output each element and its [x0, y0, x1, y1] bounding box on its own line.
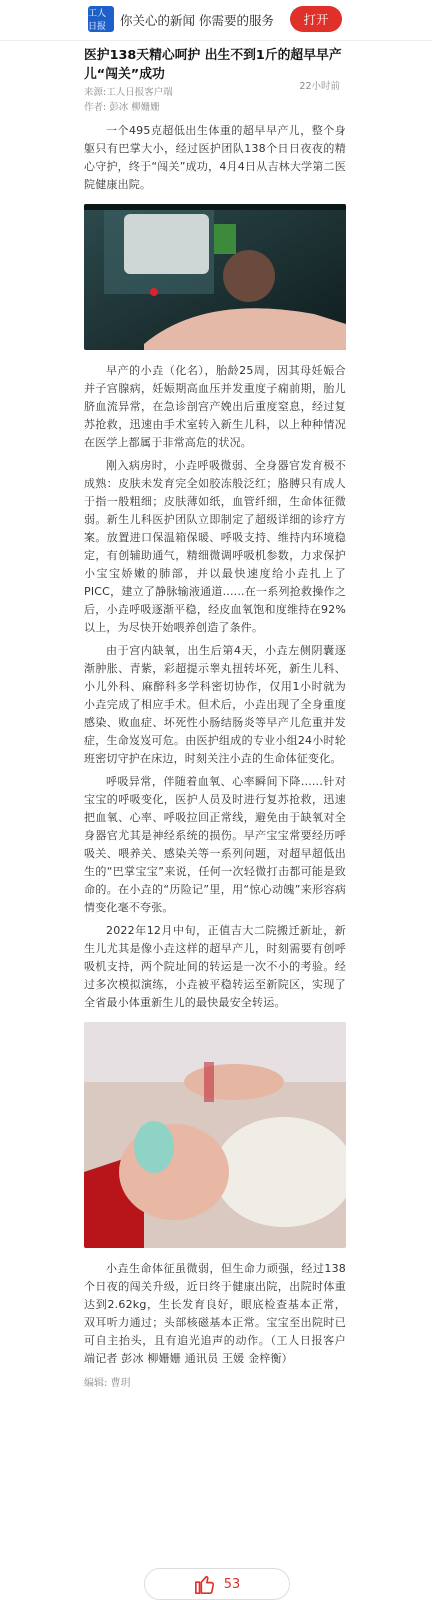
logo-text: 工人日报 [88, 9, 107, 32]
thumbs-up-icon [194, 1573, 216, 1595]
article-time: 22小时前 [299, 81, 340, 92]
article-paragraph: 呼吸异常，伴随着血氧、心率瞬间下降......针对宝宝的呼吸变化，医护人员及时进行复苏抢救，迅速把血氧、心率、呼吸拉回正常线，避免由于缺氧对全身器官尤其是神经系统的损伤。早产宝宝常要经历呼吸关、喂养关、感染关等一系列问题，对超早超低出生的“巴掌宝宝”来说，任何一次轻微打击都可能是致命的。在小垚的“历险记”里，用“惊心动魄”来形容病情变化毫不夸张。 [84, 775, 346, 914]
article-paragraph: 一个495克超低出生体重的超早早产儿，整个身躯只有巴掌大小，经过医护团队138个日日夜夜的精心守护，终于“闯关”成功，4月4日从吉林大学第二医院健康出院。 [84, 124, 346, 191]
like-count: 53 [223, 1576, 241, 1592]
article-photo-incubator[interactable] [84, 204, 346, 350]
article [84, 42, 346, 1392]
article-paragraph: 小垚生命体征虽微弱，但生命力顽强，经过138个日夜的闯关升级，近日终于健康出院，出院时体重达到2.62kg，生长发育良好，眼底检查基本正常，双耳听力通过；头部核磁基本正常。宝宝至出院时已可自主抬头，且有追光追声的动作。（工人日报客户端记者 彭冰 柳姗姗 通讯员 王媛 金梓衡） [84, 1262, 346, 1365]
article-paragraph: 由于宫内缺氧，出生后第4天，小垚左侧阴囊逐渐肿胀、青紫，彩超提示睾丸扭转坏死，新生儿科、小儿外科、麻醉科多学科密切协作，仅用1小时就为小垚完成了相应手术。但术后，小垚出现了全身重度感染、败血症、坏死性小肠结肠炎等早产儿危重并发症，生命岌岌可危。由医护组成的专业小组24小时轮班密切守护在床边，时刻关注小垚的生命体征变化。 [84, 644, 346, 765]
article-editor: 编辑: 曹玥 [84, 1378, 131, 1389]
app-logo [88, 6, 114, 32]
article-paragraph: 2022年12月中旬，正值吉大二院搬迁新址，新生儿尤其是像小垚这样的超早产儿，时刻需要有创呼吸机支持，两个院址间的转运是一次不小的考验。经过多次模拟演练，小垚被平稳转运至新院区，实现了全省最小体重新生儿的最快最安全转运。 [84, 924, 346, 1009]
article-paragraph: 刚入病房时，小垚呼吸微弱、全身器官发育极不成熟：皮肤未发育完全如胶冻般泛红；胳膊只有成人于指一般粗细；皮肤薄如纸，血管纤细，生命体征微弱。新生儿科医护团队立即制定了超级详细的诊疗方案。放置进口保温箱保暖、呼吸支持、维持内环境稳定，有创辅助通气，精细微调呼吸机参数，力求保护小宝宝娇嫩的肺部，并以最快速度给小垚扎上了PICC，建立了静脉输液通道......在一系列抢救操作之后，小垚呼吸逐渐平稳，经皮血氧饱和度维持在92%以上，为尽快开始喂养创造了条件。 [84, 459, 346, 634]
banner-slogan: 你关心的新闻 你需要的服务 [120, 13, 274, 28]
article-meta [84, 81, 346, 100]
article-photo-baby[interactable] [84, 1022, 346, 1248]
open-app-button[interactable]: 打开 [290, 6, 342, 32]
like-button[interactable] [144, 1568, 290, 1600]
article-title: 医护138天精心呵护 出生不到1斤的超早早产儿“闯关”成功 [84, 48, 342, 82]
article-source: 来源:工人日报客户端 [84, 87, 173, 98]
article-paragraph: 早产的小垚（化名），胎龄25周，因其母妊娠合并子宫腺病，妊娠期高血压并发重度子痫前期，胎儿脐血流异常，在急诊剖宫产娩出后重度窒息，经过复苏抢救，迅速由手术室转入新生儿科，以上种种情况在医学上都属于非常高危的状况。 [84, 364, 346, 449]
app-banner [0, 0, 432, 41]
article-author: 作者: 彭冰 柳姗姗 [84, 102, 160, 113]
